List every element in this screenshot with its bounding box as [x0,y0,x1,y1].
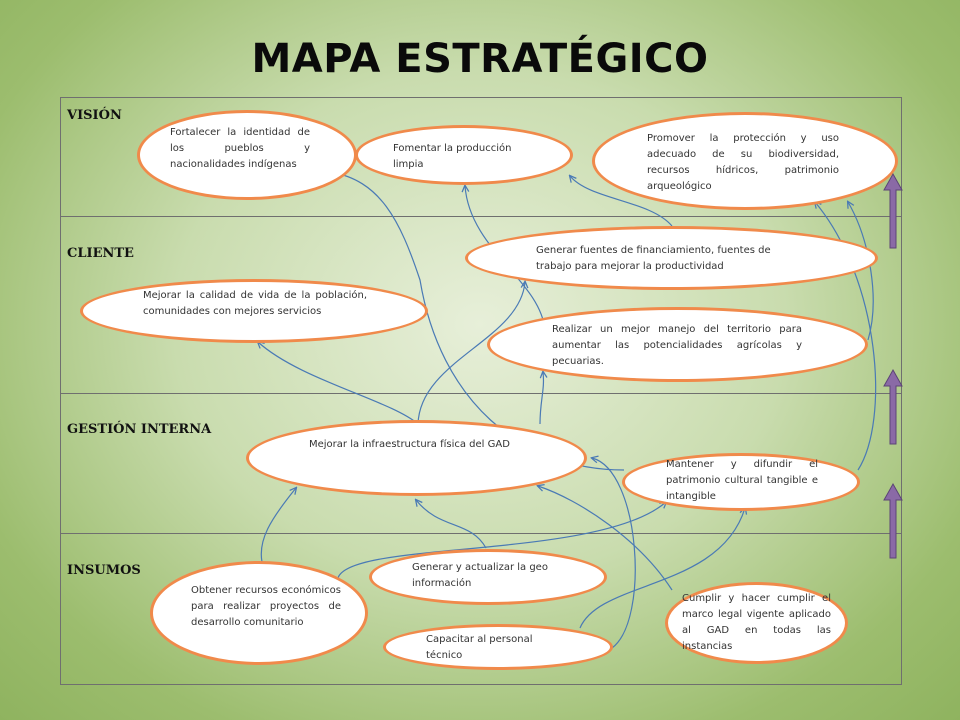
objective-mantener-patrimonio[interactable] [622,453,860,511]
objective-mantener-patrimonio-text: Mantener y difundir el patrimonio cultural tangible e intangible [666,459,818,502]
objective-fomentar-produccion[interactable] [355,125,573,185]
band-label-gestion-interna: GESTIÓN INTERNA [67,422,212,437]
objective-cumplir-marco-legal[interactable] [665,582,848,664]
band-label-cliente: CLIENTE [67,246,134,261]
objective-realizar-manejo-territorio[interactable] [487,307,868,382]
objective-promover-proteccion-text: Promover la protección y uso adecuado de su biodiversidad, recursos hídricos, patrimonio arqueológico [647,133,839,192]
objective-fomentar-produccion-text: Fomentar la producción limpia [393,143,512,170]
objective-generar-geo-informacion[interactable] [369,549,607,605]
objective-promover-proteccion[interactable] [592,112,898,210]
objective-capacitar-personal[interactable] [383,624,613,670]
objective-obtener-recursos[interactable] [150,561,368,665]
objective-mejorar-calidad-vida-text: Mejorar la calidad de vida de la población, comunidades con mejores servicios [143,290,367,317]
objective-fortalecer-identidad-text: Fortalecer la identidad de los pueblos y nacionalidades indígenas [170,127,310,170]
up-arrow-icon [882,482,904,560]
objective-obtener-recursos-text: Obtener recursos económicos para realizar proyectos de desarrollo comunitario [191,585,341,628]
band-label-vision: VISIÓN [67,108,122,123]
objective-generar-geo-informacion-text: Generar y actualizar la geo información [412,562,548,589]
objective-realizar-manejo-territorio-text: Realizar un mejor manejo del territorio para aumentar las potencialidades agrícolas y pecuarias. [552,324,802,367]
objective-cumplir-marco-legal-text: Cumplir y hacer cumplir el marco legal vigente aplicado al GAD en todas las instancias [682,593,831,652]
objective-generar-fuentes-text: Generar fuentes de financiamiento, fuentes de trabajo para mejorar la productividad [536,245,771,272]
objective-mejorar-calidad-vida[interactable] [80,279,428,343]
up-arrow-icon [882,172,904,250]
band-label-insumos: INSUMOS [67,563,141,578]
objective-generar-fuentes[interactable] [465,226,878,290]
objective-fortalecer-identidad[interactable] [137,110,357,200]
objective-mejorar-infraestructura[interactable] [246,420,587,496]
objective-capacitar-personal-text: Capacitar al personal técnico [426,634,533,661]
page-title: MAPA ESTRATÉGICO [251,36,709,82]
up-arrow-icon [882,368,904,446]
objective-mejorar-infraestructura-text: Mejorar la infraestructura física del GAD [309,439,510,450]
